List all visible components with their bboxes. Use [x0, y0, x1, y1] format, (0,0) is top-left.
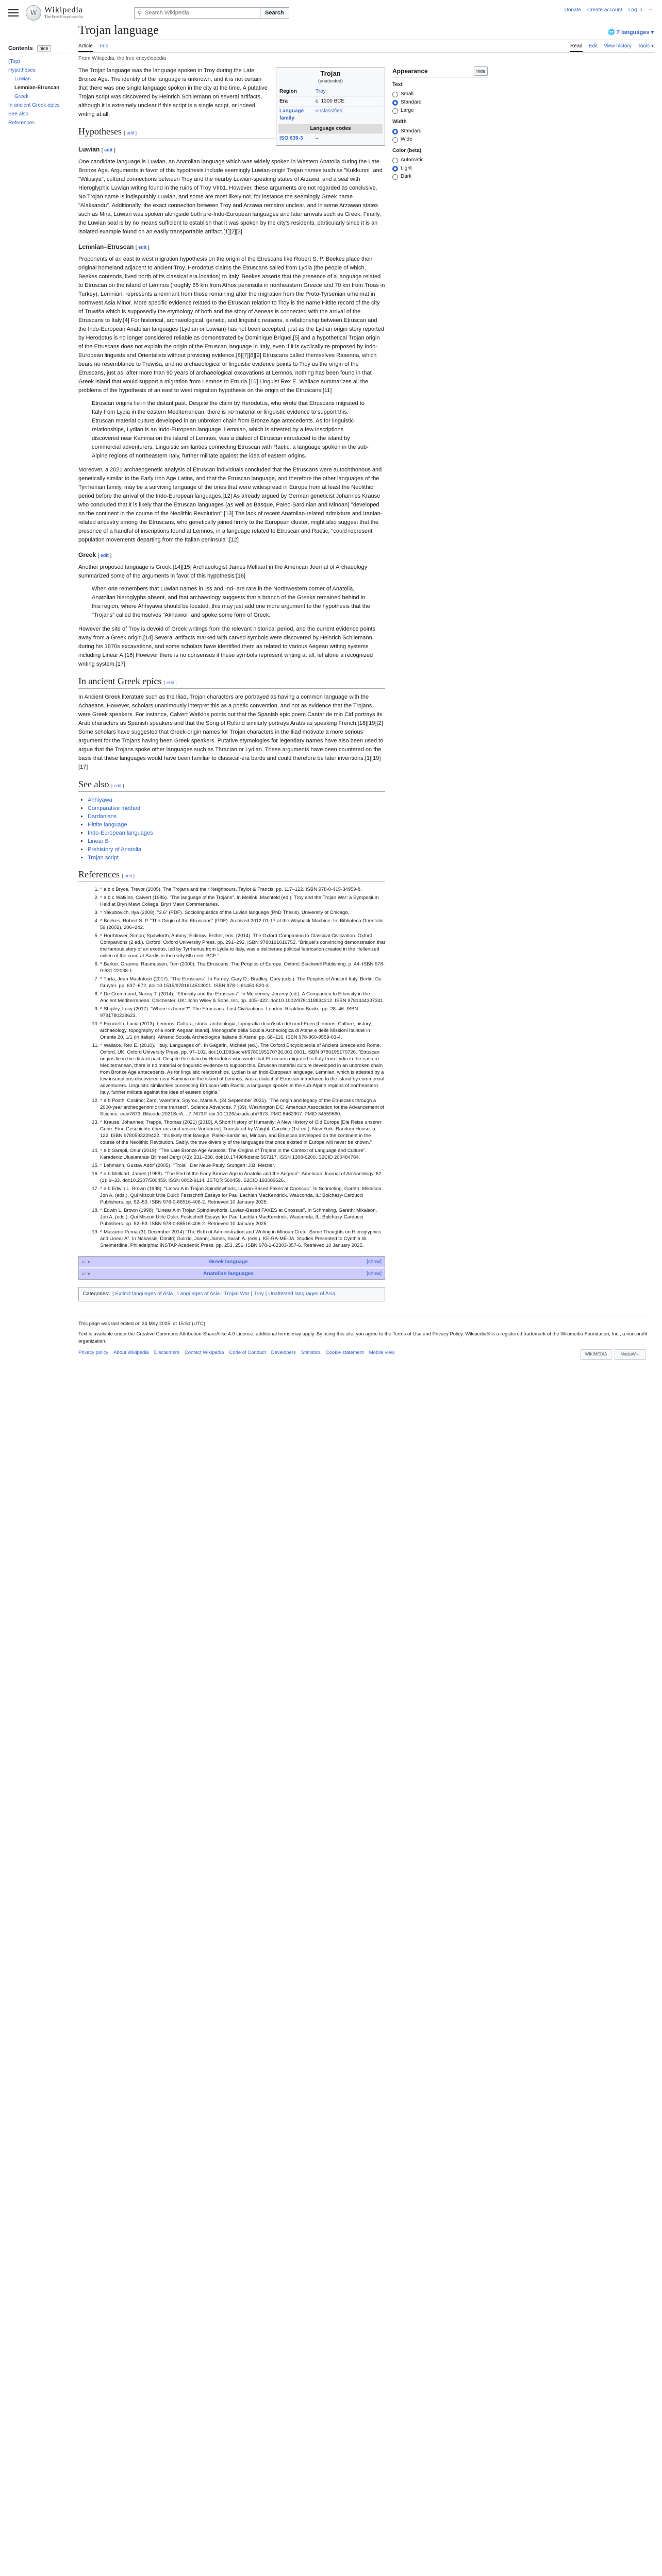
navbox-title[interactable]: Anatolian languages: [203, 1271, 254, 1277]
reference-item: 3. ^ Yakubovich, Ilya (2008). "3.6" (PDF). Sociolinguistics of the Luvian language (PhD Thesis). University of Chicago.: [100, 909, 385, 916]
infobox-row: [278, 106, 383, 123]
footer-link[interactable]: Developers: [271, 1350, 296, 1355]
toc-header: [8, 45, 69, 54]
search-button[interactable]: Search: [260, 7, 289, 19]
appearance-title: Appearance: [392, 67, 428, 75]
heading-text: Hypotheses: [78, 126, 122, 137]
navbox-vte[interactable]: v·t·e: [82, 1260, 90, 1264]
intro-paragraph: The Trojan language was the language spoken in Troy during the Late Bronze Age. The identity of the language is unknown, and it is not certain that there was one single language spoken in the city at the time. A putative Trojan script was discovered by Heinrich Schliemann on several artifacts, although it is extremely unclear if this script is a single script, or indeed writing at all.: [78, 67, 268, 117]
tools-label: Tools: [637, 43, 650, 49]
toc-item[interactable]: Hypotheses: [8, 67, 36, 73]
infobox-row: [278, 87, 383, 96]
category-link[interactable]: Trojan War: [224, 1291, 250, 1297]
infobox-value[interactable]: unclassified: [316, 108, 343, 114]
toc-hide-button[interactable]: hide: [37, 45, 51, 52]
radio-icon[interactable]: [392, 92, 398, 97]
edit-link[interactable]: [ edit ]: [111, 783, 124, 788]
lemnian-paragraph: Proponents of an east to west migration hypothesis on the origin of the Etruscans like Robert S. P. Beekes place their original homeland adjacent to ancient Troy. Herodotus claims the Etruscans sailed from Lydia (the people of which, Beekes contends, lived north of its classical era location) to Italy. Beekes asserts that the presence of a language related to Etruscan on the island of Lemnos (roughly 65 km from Athos peninsula in northeastern Greece and 70 km from Troas in Turkey), Lemnian, represents a remnant from those remaining after the migration from the Proto-Tyrsenian urheimat in northwest Asia Minor. More specific evidence related to the Etruscan relation to Troy is the name Hittite record of the city of Truwiša which is supposedly the etymology of both and the story of Aeneas is connected with the arrival of the Etruscans to Italy.[4] For historical, archaeological, genetic, and linguistic reasons, a relationship between Etruscan and the Indo-European Anatolian languages (Lydian or Luwian) has not been accepted, just as the Lydian origin story reported by Herodotus is no longer considered reliable as demonstrated by Dominique Briquel,[5] and a hypothetical Trojan origin of the Etruscans does not explain the origin of the Etruscan language in Italy, even if it is cyclically re-proposed by Indo-European linguists and Orientalists without providing evidence.[6][7][8][9] Etruscans called themselves Rasenna, which bears no resemblance to Truwiša, and no archaeological or linguistic evidence points to Troy as the origin of the Etruscans, just as, after more than 90 years of archaeological excavations at Lemnos, nothing has been found in that Greek island that would support a migration from Lemnos to Etruria.[10] Linguist Rex E. Wallace summarizes all the problems of the hypothesis of an east to west migration hypothesis on the origin of the Etruscans:[11]: [78, 256, 385, 394]
footer-link[interactable]: Contact Wikipedia: [184, 1350, 224, 1355]
globe-icon: W: [26, 5, 41, 21]
navbox-title[interactable]: Greek language: [209, 1259, 248, 1265]
radio-icon[interactable]: [392, 129, 398, 134]
reference-item: 12. ^ a b Posth, Cosimo; Zaro, Valentina; Spyrou, Maria A. (24 September 2021). "The origin and legacy of the Etruscans through a 2000-year archeogenomic time transect". Science Advances. 7 (39). Washington DC: American Association for the Advancement of Science: eabi7673. Bibcode:2021SciA....7.7673P. doi:10.1126/sciadv.abi7673. PMC 8462907. PMID 34559560.: [100, 1097, 385, 1117]
appearance-option[interactable]: [392, 90, 488, 98]
article-body: [78, 66, 385, 1301]
donate-link[interactable]: Donate: [564, 7, 581, 13]
heading-text: Greek: [78, 551, 96, 558]
categories-label[interactable]: Categories:: [83, 1291, 110, 1297]
section-heading-luwian: [78, 145, 385, 155]
login-link[interactable]: Log in: [628, 7, 642, 13]
radio-icon[interactable]: [392, 174, 398, 180]
reference-item: 9. ^ Shipley, Lucy (2017). "Where is home?". The Etruscans: Lost Civilizations. London: Reaktion Books. pp. 28–46. ISBN 9781780238623.: [100, 1006, 385, 1019]
footer-link[interactable]: Cookie statement: [325, 1350, 364, 1355]
see-also-item: [88, 854, 385, 862]
site-header: [0, 0, 662, 26]
appearance-group-title: Text: [392, 82, 403, 88]
category-separator: |: [251, 1291, 253, 1297]
navbox-container: [78, 1256, 385, 1280]
appearance-option[interactable]: [392, 98, 488, 107]
greek-quote: When one remembers that Luwian names in -ss and -nd- are rare in the Northwestern corner of Anatolia, Anatolian hieroglyphs absent, and that archaeology suggests that a branch of the Greeks remained behind in this region, where Ahhiyawa should be located, this may just add one more argument to the hypothesis that the "Trojans" called themselves "Akhaiwoi" and spoke some form of Greek.: [92, 586, 370, 618]
license-text: Text is available under the Creative Commons Attribution-ShareAlike 4.0 License; additional terms may apply. By using this site, you agree to the Terms of Use and Privacy Policy. Wikipedia® is a registered trademark of the Wikimedia Foundation, Inc., a non-profit organization.: [78, 1331, 648, 1344]
tab-article[interactable]: Article: [78, 43, 93, 52]
see-also-link[interactable]: Trojan script: [88, 855, 119, 861]
footer-link[interactable]: Mobile view: [369, 1350, 395, 1355]
see-also-link[interactable]: Indo-European languages: [88, 830, 153, 836]
navbox-show-toggle[interactable]: [show]: [367, 1271, 382, 1277]
infobox-key: Region: [279, 89, 297, 94]
section-heading-references: [78, 870, 385, 882]
option-label: Standard: [401, 99, 422, 105]
see-also-item: [88, 796, 385, 804]
search-placeholder: Search Wikipedia: [145, 10, 189, 16]
toc-item[interactable]: (Top): [8, 59, 20, 64]
user-links: [565, 7, 654, 13]
infobox-key[interactable]: ISO 639-3: [279, 135, 303, 141]
greek-paragraph: Another proposed language is Greek.[14][15] Archaeologist James Mellaart in the American Journal of Archaeology summarized some of the arguments in favor of this hypothesis:[16]: [78, 564, 368, 579]
see-also-link[interactable]: Comparative method: [88, 805, 141, 811]
toc-sidebar: [8, 26, 69, 1301]
option-label: Light: [401, 165, 412, 171]
footer-link[interactable]: Code of Conduct: [229, 1350, 266, 1355]
category-link[interactable]: Extinct languages of Asia: [115, 1291, 173, 1297]
heading-text: Lemnian–Etruscan: [78, 243, 134, 250]
option-label: Large: [401, 108, 414, 113]
footer-link[interactable]: Disclaimers: [154, 1350, 179, 1355]
option-label: Automatic: [401, 157, 424, 163]
category-link[interactable]: Unattested languages of Asia: [268, 1291, 336, 1297]
tab-edit[interactable]: Edit: [588, 43, 598, 49]
page-tabs: [78, 41, 654, 53]
heading-text: Luwian: [78, 146, 100, 153]
create-account-link[interactable]: Create account: [587, 7, 622, 13]
appearance-option[interactable]: [392, 127, 488, 135]
tab-view-history[interactable]: View history: [604, 43, 632, 49]
edit-link[interactable]: [ edit ]: [97, 553, 112, 558]
infobox-value: –: [316, 135, 319, 141]
reference-item: 19. ^ Massimo Perna (31 December 2014) "The Birth of Administration and Writing in Minoan Crete: Some Thoughts on Hieroglyphics and Linear A". In Nakassis, Dimitri; Gulizio, Joann; James, Sarah A. (eds.). KE-RA-ME-JA: Studies Presented to Cynthia W. Shelmerdine. Philadelphia: INSTAP Academic Press. pp. 253, 256. ISBN 978-1-62303-357-6. Retrieved 10 January 2025.: [100, 1229, 385, 1249]
toc-list: [8, 57, 69, 127]
category-separator: |: [265, 1291, 267, 1297]
navbox-anatolian: [79, 1267, 385, 1279]
edit-link[interactable]: [ edit ]: [122, 873, 135, 878]
toc-item[interactable]: In ancient Greek epics: [8, 103, 60, 108]
reference-item: 17. ^ a b Edwin L. Brown (1998). "Linear A in Trojan Spindlewhorls, Luvian-Based Fakes at Cnossus". In Schmeling, Gareth; Mikalson, Jon A. (eds.). Qui Miscuit Utile Dulci: Festschrift Essays for Paul Lachlan MacKendrick. Wauconda, IL: Bolchazy-Carducci Publishers. pp. 52–53. ISBN 978-0-86516-406-2. Retrieved 10 January 2025.: [100, 1185, 385, 1206]
translate-icon: 🌐: [608, 29, 617, 36]
mediawiki-badge[interactable]: MediaWiki: [615, 1349, 646, 1360]
see-also-list: [78, 796, 385, 862]
see-also-link[interactable]: Prehistory of Anatolia: [88, 846, 141, 853]
reference-item: 8. ^ De Grummond, Nancy T. (2014). "Ethnicity and the Etruscans". In McInerney, Jeremy (ed.). A Companion to Ethnicity in the Ancient Mediterranean. Chichester, UK: John Wiley & Sons, Inc. pp. 405–422. doi:10.1002/9781118834312. ISBN 9781444337341.: [100, 991, 385, 1004]
appearance-option[interactable]: [392, 164, 488, 173]
references-list: [78, 886, 385, 1249]
toc-title: Contents: [8, 45, 33, 52]
infobox-row: [278, 96, 383, 106]
reference-item: 6. ^ Barker, Graeme; Rasmussen, Tom (2000). The Etruscans. The Peoples of Europe. Oxford: Blackwell Publishing. p. 44. ISBN 978-0-631-22038-1.: [100, 961, 385, 974]
reference-item: 1. ^ a b c Bryce, Trevor (2005). The Trojans and their Neighbours. Taylor & Francis. pp. 117–122. ISBN 978-0-415-34959-8.: [100, 886, 385, 893]
page-title: Trojan language: [78, 24, 159, 37]
appearance-panel: [392, 66, 488, 181]
language-count: 7 languages: [616, 29, 650, 36]
appearance-group-title: Width: [392, 119, 407, 125]
radio-icon[interactable]: [392, 108, 398, 114]
toc-item[interactable]: Lemnian-Etruscan: [14, 85, 60, 91]
radio-icon[interactable]: [392, 137, 398, 143]
edit-link[interactable]: [ edit ]: [135, 245, 150, 250]
search-icon: ⚲: [138, 10, 142, 16]
edit-link[interactable]: [ edit ]: [124, 130, 137, 135]
category-separator: |: [174, 1291, 176, 1297]
main-menu-icon[interactable]: [8, 9, 19, 16]
infobox-value[interactable]: Troy: [316, 89, 326, 94]
navbox-show-toggle[interactable]: [show]: [367, 1259, 382, 1265]
heading-text: See also: [78, 779, 109, 789]
reference-item: 14. ^ a b Sarapli, Onur (2019). "The Late Bronze Age Anatolia: The Origins of Trojans in the Context of Language and Culture". Karadeniz Uluslararası Bilimsel Dergi (43): 231–238. doi:10.17498/kdeniz.567117. ISSN 1308-6200. S2CID 200484784.: [100, 1147, 385, 1161]
section-heading-lemnian: [78, 243, 385, 252]
toc-item[interactable]: See also: [8, 111, 28, 117]
reference-item: 5. ^ Horrblower, Simon; Spawforth, Antony; Eidinow, Esther, eds. (2014). The Oxford Companion to Classical Civilization. Oxford Companions (2 ed.). Oxford: Oxford University Press. pp. 291–292. ISBN 9780191016752. "Briquel's convincing demonstration that the famous story of an exodus, led by Tyrrhenus from Lydia to Italy, was a deliberate political fabrication created in the Hellenized milieu of the court at Sardis in the early 6th cent. BCE.": [100, 933, 385, 959]
footer-link[interactable]: Statistics: [301, 1350, 321, 1355]
reference-item: 18. ^ Edwin L. Brown (1998). "Linear A in Trojan Spindlewhorls, Luvian-Based FAKES at Cnossus". In Schmeling, Gareth; Mikalson, Jon A. (eds.). Qui Miscuit Utile Dulci: Festschrift Essays for Paul Lachlan MacKendrick. Wauconda, IL: Bolchazy-Carducci Publishers. pp. 52–53. ISBN 978-0-86516-406-2. Retrieved 10 January 2025.: [100, 1207, 385, 1227]
heading-text: In ancient Greek epics: [78, 676, 162, 686]
see-also-link[interactable]: Dardanians: [88, 814, 117, 820]
infobox-codes-header: Language codes: [278, 124, 383, 133]
greek-paragraph-2: However the site of Troy is devoid of Greek writings from the relevant historical period, and the current evidence points away from a Greek origin.[14] Several artifacts marked with carved symbols were discovered by Heinrich Schliemann during his 1870s excavations, and some scholars have identified them as related to various Aegean writing systems including Linear A.[16] However there is no consensus if these symbols represent writing at all, let alone a recognized writing system.[17]: [78, 626, 375, 667]
category-link[interactable]: Troy: [254, 1291, 264, 1297]
appearance-sidebar: [392, 66, 654, 1301]
more-options-icon[interactable]: ⋯: [649, 7, 654, 13]
radio-icon[interactable]: [392, 166, 398, 172]
option-label: Wide: [401, 137, 412, 142]
lemnian-quote: Etruscan origins lie in the distant past. Despite the claim by Herodotus, who wrote that Etruscans migrated to Italy from Lydia in the eastern Mediterranean, there is no material or linguistic evidence to support this. Etruscan material culture developed in an unbroken chain from Bronze Age antecedents. As for linguistic relationships, Lydian is an Indo-European language. Lemnian, which is attested by a few inscriptions discovered near Kaminia on the island of Lemnos, was a dialect of Etruscan introduced to the island by commercial adventurers. Linguistic similarities connecting Etruscan with Raetic, a language spoken in the sub-Alpine regions of northeastern Italy, further militate against the idea of eastern origins.: [92, 400, 369, 459]
page-footer: [78, 1315, 654, 1362]
infobox: [276, 67, 385, 146]
navbox-greek: [79, 1257, 385, 1267]
lemnian-paragraph-2: Moreover, a 2021 archaeogenetic analysis of Etruscan individuals concluded that the Etruscans were autochthonous and genetically similar to the Early Iron Age Latins, and that the Etruscan language, and therefore the other languages of the Tyrrhenian family, may be a surviving language of the ones that were widespread in Europe from at least the Neolithic period before the arrival of the Indo-European languages.[12] As already argued by German geneticist Johannes Krause who concluded that it is likely that the Etruscan languages (as well as Basque, Paleo-Sardinian and Minoan) "developed on the continent in the course of the Neolithic Revolution".[13] The lack of recent Anatolian-related admixture and Iranian-related ancestry among the Etruscans, who genetically joined firmly to the European cluster, might also suggest that the presence of a handful of inscriptions found at Lemnos, in a language related to Etruscan and Raetic, "could represent population movements departing from the Italian peninsula".[12]: [78, 467, 383, 543]
footer-link[interactable]: Privacy policy: [78, 1350, 109, 1355]
infobox-key: Era: [279, 98, 288, 104]
toc-item[interactable]: Luwian: [14, 76, 31, 82]
section-heading-see-also: [78, 780, 385, 792]
option-label: Dark: [401, 174, 412, 179]
tab-tools[interactable]: Tools ▾: [637, 43, 654, 49]
see-also-link[interactable]: Hittite language: [88, 822, 127, 828]
navbox-vte[interactable]: v·t·e: [82, 1272, 90, 1276]
edit-link[interactable]: [ edit ]: [101, 147, 115, 152]
edit-link[interactable]: [ edit ]: [163, 680, 177, 685]
reference-item: 10. ^ Ficuciello, Lucia (2013). Lemnos. Cultura, storia, archeologia, topografia di un'isola del nord-Egeo [Lemnos. Culture, history, archaeology, topography of a north Aegean island]. Monografie della Scuola Archeologica di Atene e delle Missioni Italiane in Oriente 20, 1/1 (in Italian). Athens: Scuola Archeologica Italiana di Atene. pp. 68–116. ISBN 978-960-9559-03-4.: [100, 1021, 385, 1041]
see-also-item: [88, 812, 385, 821]
category-separator: |: [112, 1291, 114, 1297]
tagline: The Free Encyclopedia: [44, 14, 83, 19]
appearance-group-title: Color (beta): [392, 148, 422, 154]
section-heading-greek: [78, 551, 385, 560]
tagline-from: From Wikipedia, the free encyclopedia: [78, 56, 167, 61]
search-form: [134, 7, 289, 19]
category-link[interactable]: Languages of Asia: [177, 1291, 220, 1297]
reference-item: 15. ^ Lehmann, Gustav Adolf (2005). "Troia". Der Neue Pauly. Stuttgart: J.B. Metzler.: [100, 1162, 385, 1169]
reference-item: 13. ^ Krause, Johannes; Trappe, Thomas (2021) [2019]. A Short History of Humanity: A New History of Old Europe [Die Reise unserer Gene: Eine Geschichte über uns und unsere Vorfahren]. Translated by Waight, Caroline (1st ed.). New York: Random House. p. 122. ISBN 9780593229422. "It's likely that Basque, Paleo-Sardinian, Minoan, and Etruscan developed on the continent in the course of the Neolithic Revolution. Sadly, the true diversity of the languages that once existed in Europe will never be known.": [100, 1119, 385, 1146]
infobox-row: [278, 133, 383, 143]
category-separator: |: [221, 1291, 223, 1297]
last-edited: This page was last edited on 24 May 2025, at 15:51 (UTC).: [78, 1321, 207, 1327]
tab-read[interactable]: Read: [570, 43, 583, 52]
appearance-option[interactable]: [392, 135, 488, 144]
radio-icon[interactable]: [392, 158, 398, 163]
see-also-item: [88, 804, 385, 812]
radio-icon[interactable]: [392, 100, 398, 106]
wikimedia-badge[interactable]: WIKIMEDIA: [581, 1349, 611, 1360]
main-content: [78, 26, 654, 1301]
appearance-option[interactable]: [392, 107, 488, 115]
toc-item[interactable]: Greek: [14, 94, 29, 99]
infobox-value: c. 1300 BCE: [316, 98, 345, 104]
wordmark: Wikipedia: [44, 6, 83, 14]
wikipedia-logo[interactable]: [26, 5, 132, 21]
tab-talk[interactable]: Talk: [98, 43, 108, 49]
appearance-option[interactable]: [392, 156, 488, 164]
appearance-header: [392, 66, 488, 78]
infobox-title: Trojan: [320, 70, 341, 77]
footer-badges: [581, 1349, 646, 1360]
language-button[interactable]: 🌐 7 languages ▾: [608, 29, 654, 36]
appearance-option[interactable]: [392, 173, 488, 181]
see-also-item: [88, 837, 385, 845]
reference-item: 16. ^ a b Mellaart, James (1958). "The End of the Early Bronze Age in Anatolia and the Aegean". American Journal of Archaeology. 62 (1): 9–33. doi:10.2307/500459. ISSN 0002-9114. JSTOR 500459. S2CID 193089626.: [100, 1171, 385, 1184]
reference-item: 4. ^ Beekes, Robert S. P. "The Origin of the Etruscans" (PDF). Archived 2012-01-17 at the Wayback Machine. In: Biblioteca Orientalis 59 (2002), 206–242.: [100, 918, 385, 931]
section-heading-epics: [78, 677, 385, 689]
see-also-link[interactable]: Ahhiyawa: [88, 797, 112, 803]
option-label: Standard: [401, 128, 422, 134]
infobox-key[interactable]: Language family: [279, 108, 304, 121]
luwian-paragraph: One candidate language is Luwian, an Anatolian language which was widely spoken in Western Anatolia during the Late Bronze Age. Arguments in favor of this hypothesis include seemingly Luwian-origin Trojan names such as "Kukkunni" and "Wilusiya", cultural connections between Troy and the nearby Luwian-speaking states of Arzawa, and a seal with Hieroglyphic Luwian writing found in the ruins of Troy VIIb1. However, these arguments are not regarded as conclusive. No Trojan name is indisputably Luwian, and some are most likely not, for instance the seemingly Greek name "Alaksandu". Additionally, the exact connection between Troy and Arzawa remains unclear, and in some Arzawan states such as Mira, Luwian was spoken alongside both pre-Indo-European languages and later arrivals such as Greek. Finally, the Luwian seal is by no means sufficient to establish that it was spoken by the city's residents, particularly since it is an isolated example found on an easily transportable artifact.[1][2][3]: [78, 159, 383, 235]
reference-item: 11. ^ Wallace, Rex E. (2010). "Italy, Languages of". In Gagarin, Michael (ed.). The Oxford Encyclopedia of Ancient Greece and Rome. Oxford, UK: Oxford University Press. pp. 97–102. doi:10.1093/acref/9780195170726.001.0001. ISBN 9780195170726. "Etruscan origins lie in the distant past. Despite the claim by Herodotus who wrote that Etruscans migrated to Italy from Lydia in the eastern Mediterranean, there is no material or linguistic evidence to support this. Etruscan material culture developed in an unbroken chain from Bronze Age antecedents. As for linguistic relationships, Lydian is an Indo-European language. Lemnian, which is attested by a few inscriptions discovered near Kaminia on the island of Lemnos, was a dialect of Etruscan introduced to the island by commercial adventurers. Linguistic similarities connecting Etruscan with Raetic, a language spoken in the sub-Alpine regions of northeastern Italy, further militate against the idea of eastern origins.": [100, 1042, 385, 1096]
footer-link[interactable]: About Wikipedia: [113, 1350, 149, 1355]
appearance-hide-button[interactable]: hide: [474, 66, 488, 76]
option-label: Small: [401, 91, 414, 97]
see-also-item: [88, 845, 385, 854]
categories-box: [78, 1287, 385, 1301]
toc-item[interactable]: References: [8, 120, 35, 126]
search-input[interactable]: [134, 7, 260, 19]
see-also-item: [88, 821, 385, 829]
footer-links: [78, 1349, 654, 1357]
see-also-item: [88, 829, 385, 837]
see-also-link[interactable]: Linear B: [88, 838, 109, 844]
reference-item: 2. ^ a b c Watkins, Calvert (1986). "The language of the Trojans". In Mellink, Machteld (ed.). Troy and the Trojan War: a Symposium Held at Bryn Mawr College. Bryn Mawr Commentaries.: [100, 894, 385, 908]
epics-paragraph: In Ancient Greek literature such as the Iliad, Trojan characters are portrayed as having a common language with the Achaeans. However, scholars unanimously interpret this as a poetic convention, and not as evidence that the Trojans were Greek speakers. For instance, Calvert Watkins points out that the Spanish epic poem Cantar de mio Cid portrays its Arab characters as Spanish speakers and that the Song of Roland similarly portrays Arabs as speaking French.[18][19][2] Some scholars have suggested that Greek-origin names for Trojan characters in the Iliad motivate a more serious argument for the Trojans having been Greek speakers. Putative etymologies for legendary names have also been used to argue that the Trojans spoke other languages such as Thracian or Lydian. These arguments have been countered on the basis that these languages would have been familiar to classical-era bards and could therefore be later inventions.[1][19][17]: [78, 694, 384, 770]
heading-text: References: [78, 869, 120, 879]
infobox-subtitle: (unattested): [318, 78, 343, 83]
reference-item: 7. ^ Turfa, Jean MacIntosh (2017). "The Etruscans". In Farney, Gary D.; Bradley, Gary (eds.). The Peoples of Ancient Italy. Berlin: De Gruyter. pp. 637–672. doi:10.1515/9781614513001. ISBN 978-1-61451-520-3.: [100, 976, 385, 989]
